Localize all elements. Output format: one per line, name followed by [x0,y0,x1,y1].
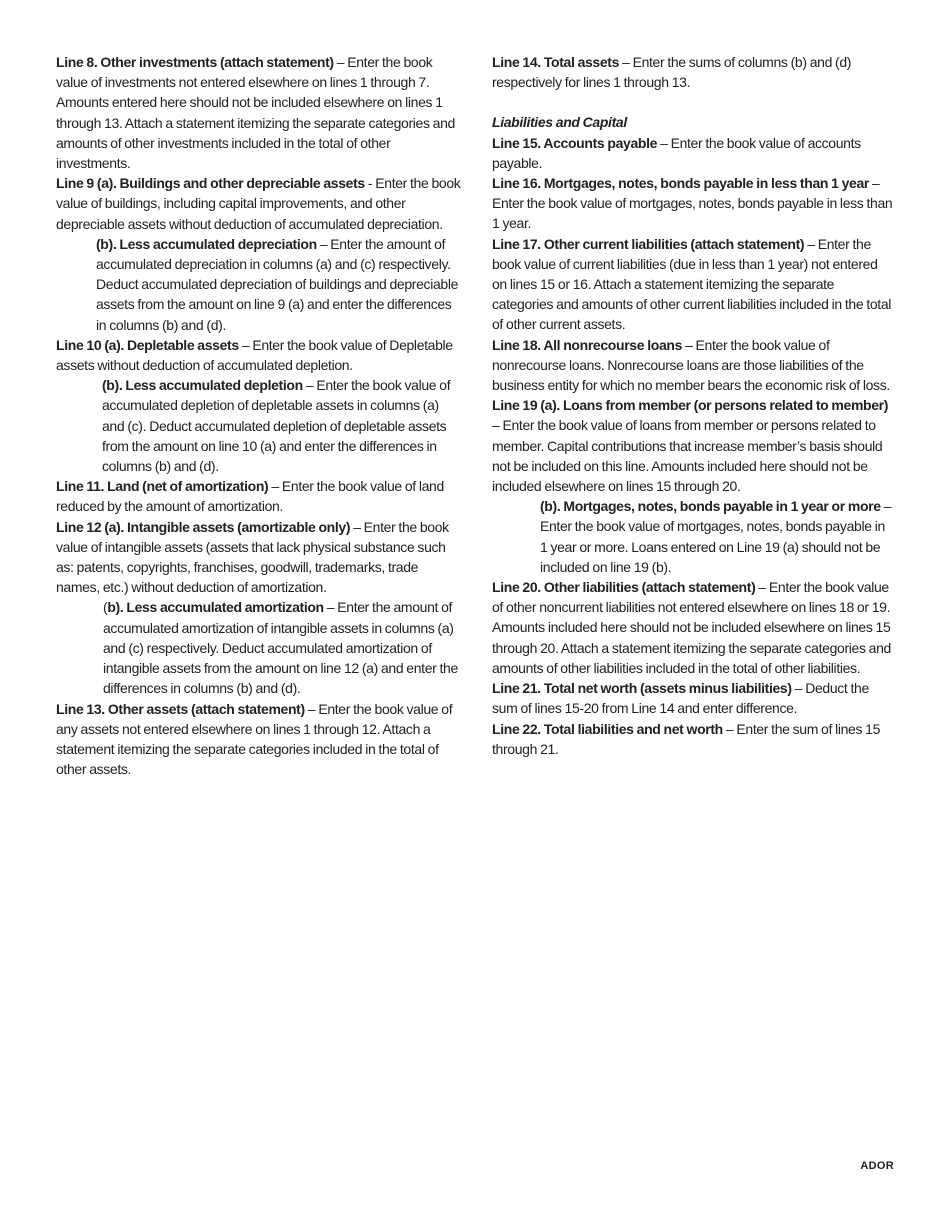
line-text: – Deduct the sum of lines 15-20 from Line 14 and enter difference. [492,680,869,717]
instruction-line-13 [56,699,461,780]
left-column [56,52,461,779]
line-prefix: ( [103,599,108,616]
instruction-line-20 [492,577,895,678]
line-label: b). Less accumulated amortization [107,599,324,616]
line-text: – Enter the book value of Depletable assets without deduction of accumulated depletion. [56,336,453,374]
line-label: Line 14. Total assets [492,54,620,70]
line-text: – Enter the book value of other noncurrent liabilities not entered elsewhere on lines 18 or 19. Amounts included here should not be included elsewhere on lines 15 through 20. Attach a statement itemizing the separate categories and amounts of other liabilities included in the total of other liabilities. [492,579,891,676]
instruction-line-19a [492,395,895,496]
line-text: – Enter the book value of investments not entered elsewhere on lines 1 through 7. Amounts entered here should not be included elsewhere on lines 1 through 13. Attach a statement itemizing the separate categories and amounts of other investments included in the total of other investments. [56,54,455,172]
line-label: (b). Mortgages, notes, bonds payable in 1 year or more [540,498,881,515]
section-heading-liabilities: Liabilities and Capital [492,114,627,131]
line-text: – Enter the amount of accumulated amortization of intangible assets in columns (a) and (c) respectively. Deduct accumulated amortization of intangible assets from the amount on line 12 (a) and enter the differences in columns (b) and (d). [103,599,458,697]
line-text: – Enter the sums of columns (b) and (d) respectively for lines 1 through 13. [492,54,852,91]
line-label: (b). Less accumulated depreciation [96,235,317,252]
line-label: Line 21. Total net worth (assets minus liabilities) [492,680,792,697]
agency-footer-mark: ADOR [860,1160,894,1172]
instruction-line-22 [492,719,895,759]
line-label: Line 13. Other assets (attach statement) [56,700,305,717]
instruction-line-10b [56,375,461,476]
line-text: – Enter the book value of intangible assets (assets that lack physical substance such as: patents, copyrights, franchises, goodwill, trademarks, trade names, etc.) without deduction of amortization. [56,518,449,596]
instruction-line-10a [56,335,461,375]
instruction-line-12a [56,517,461,598]
instruction-line-9b [56,234,461,335]
line-label: Line 16. Mortgages, notes, bonds payable in less than 1 year [492,175,870,192]
line-label: Line 15. Accounts payable [492,134,658,151]
line-text: – Enter the book value of nonrecourse loans. Nonrecourse loans are those liabilities of the business entity for which no member bears the economic risk of loss. [492,336,890,394]
instruction-line-8 [56,52,461,173]
right-column [492,52,895,759]
line-label: Line 8. Other investments (attach statement) [56,54,334,70]
line-text: - Enter the book value of buildings, including capital improvements, and other depreciable assets without deduction of accumulated depreciation. [56,175,461,232]
line-text: – Enter the amount of accumulated depreciation in columns (a) and (c) respectively. Deduct accumulated depreciation of buildings and depreciable assets from the amount on line 9 (a) and enter the differences in columns (b) and (d). [96,235,459,333]
line-text: – Enter the book value of mortgages, notes, bonds payable in less than 1 year. [492,175,893,232]
line-text: – Enter the book value of any assets not entered elsewhere on lines 1 through 12. Attach a statement itemizing the separate categories included in the total of other assets. [56,700,453,778]
instruction-line-17 [492,234,895,335]
line-text: – Enter the book value of current liabilities (due in less than 1 year) not entered on lines 15 or 16. Attach a statement itemizing the separate categories and amounts of other current liabilities included in the total of other current assets. [492,235,892,333]
instruction-line-12b [56,597,461,698]
line-label: Line 11. Land (net of amortization) [56,478,269,495]
instruction-line-16 [492,173,895,234]
line-text: – Enter the sum of lines 15 through 21. [492,720,881,757]
line-label: Line 17. Other current liabilities (attach statement) [492,235,805,252]
line-text: – Enter the book value of land reduced by the amount of amortization. [56,478,444,515]
line-text: – Enter the book value of accounts payable. [492,134,861,171]
instruction-line-19b [492,496,895,577]
line-label: Line 18. All nonrecourse loans [492,336,683,353]
line-label: Line 20. Other liabilities (attach statement) [492,579,756,596]
line-text: – Enter the book value of accumulated depletion of depletable assets in columns (a) and (c). Deduct accumulated depletion of depletable assets from the amount on line 10 (a) and enter the differences in columns (b) and (d). [102,377,451,475]
spacer [492,92,895,112]
instruction-line-15 [492,133,895,173]
line-label: (b). Less accumulated depletion [102,377,303,394]
line-label: Line 19 (a). Loans from member (or persons related to member) [492,397,889,414]
line-label: Line 12 (a). Intangible assets (amortizable only) [56,518,351,535]
instruction-line-11 [56,476,461,516]
line-text: – Enter the book value of loans from member or persons related to member. Capital contributions that increase member’s basis should not be included on this line. Amounts included here should not be included elsewhere on lines 15 through 20. [492,417,883,495]
instruction-line-14 [492,52,895,92]
line-label: Line 22. Total liabilities and net worth [492,720,723,737]
line-label: Line 9 (a). Buildings and other depreciable assets [56,175,365,192]
instruction-line-9a [56,173,461,234]
instruction-line-18 [492,335,895,396]
line-text: – Enter the book value of mortgages, notes, bonds payable in 1 year or more. Loans entered on Line 19 (a) should not be included on line 19 (b). [540,498,892,575]
instruction-line-21 [492,678,895,718]
line-label: Line 10 (a). Depletable assets [56,336,239,353]
